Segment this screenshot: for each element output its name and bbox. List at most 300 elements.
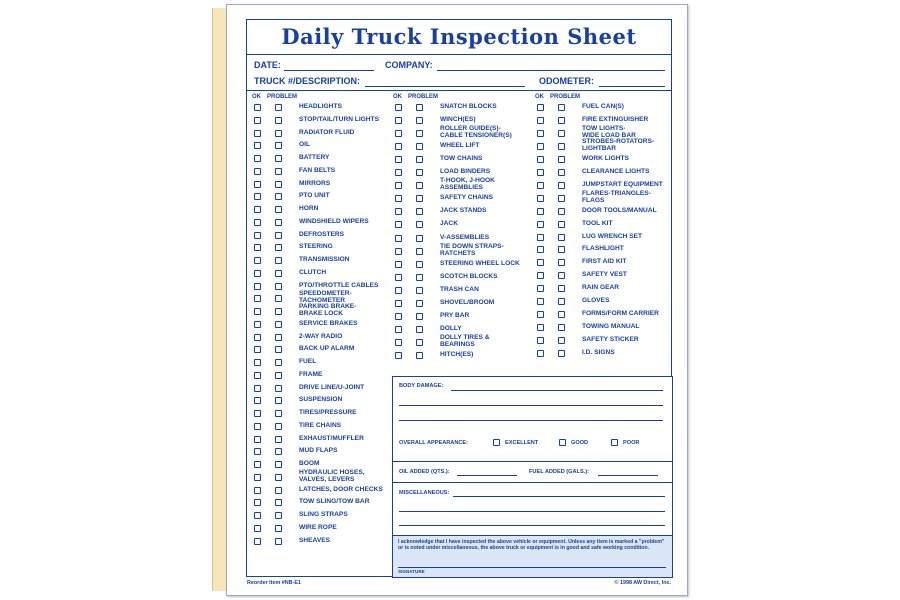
checklist-item-label: HYDRAULIC HOSES, VALVES, LEVERS xyxy=(299,468,365,483)
problem-checkbox[interactable] xyxy=(416,287,423,294)
ok-checkbox[interactable] xyxy=(254,474,261,481)
problem-checkbox[interactable] xyxy=(275,461,282,468)
problem-checkbox[interactable] xyxy=(416,130,423,137)
problem-checkbox[interactable] xyxy=(416,195,423,202)
ok-checkbox[interactable] xyxy=(254,410,261,417)
ok-checkbox[interactable] xyxy=(254,257,261,264)
checklist-item-label: STROBES-ROTATORS- LIGHTBAR xyxy=(582,137,655,152)
poor-label: POOR xyxy=(623,440,640,446)
odometer-field[interactable] xyxy=(599,86,665,87)
problem-checkbox[interactable] xyxy=(275,397,282,404)
checklist-item-label: RADIATOR FLUID xyxy=(299,128,355,136)
ok-checkbox[interactable] xyxy=(254,206,261,213)
ok-checkbox[interactable] xyxy=(254,397,261,404)
ok-checkbox[interactable] xyxy=(537,337,544,344)
checklist-item xyxy=(537,189,672,205)
checklist-item-label: TOOL KIT xyxy=(582,219,613,227)
checklist-item-label: DOLLY xyxy=(440,324,462,332)
checklist-item xyxy=(254,140,389,152)
checklist-item-label: EXHAUST/MUFFLER xyxy=(299,434,364,442)
checklist-item-label: TOWING MANUAL xyxy=(582,323,640,331)
checklist-item-label: SNATCH BLOCKS xyxy=(440,103,497,110)
checklist-item-label: LUG WRENCH SET xyxy=(582,232,643,240)
checklist-item-label: SCOTCH BLOCKS xyxy=(440,272,498,280)
checklist-item xyxy=(395,206,535,218)
checklist-item xyxy=(254,191,389,203)
ok-checkbox[interactable] xyxy=(254,104,261,111)
problem-checkbox[interactable] xyxy=(275,385,282,392)
checklist-item xyxy=(395,193,535,205)
checklist-item-label: TOW LIGHTS- WIDE LOAD BAR xyxy=(582,124,636,139)
ok-checkbox[interactable] xyxy=(254,512,261,519)
checklist-item xyxy=(254,255,389,267)
ok-checkbox[interactable] xyxy=(254,385,261,392)
ok-checkbox[interactable] xyxy=(254,244,261,251)
ok-checkbox[interactable] xyxy=(537,234,544,241)
problem-checkbox[interactable] xyxy=(416,156,423,163)
checklist-item xyxy=(254,468,389,484)
checklist-item-label: DOOR TOOLS/MANUAL xyxy=(582,206,657,214)
signature-line[interactable] xyxy=(398,567,666,568)
ok-checkbox[interactable] xyxy=(395,274,402,281)
ok-checkbox[interactable] xyxy=(537,298,544,305)
problem-checkbox[interactable] xyxy=(558,104,565,111)
problem-checkbox[interactable] xyxy=(275,436,282,443)
ok-checkbox[interactable] xyxy=(254,219,261,226)
ok-checkbox[interactable] xyxy=(254,334,261,341)
ok-checkbox[interactable] xyxy=(254,423,261,430)
ok-checkbox[interactable] xyxy=(254,181,261,188)
problem-checkbox[interactable] xyxy=(416,117,423,124)
ok-checkbox[interactable] xyxy=(537,195,544,202)
checklist-item-label: PTO UNIT xyxy=(299,192,330,200)
date-field[interactable] xyxy=(284,70,374,71)
ok-checkbox[interactable] xyxy=(537,156,544,163)
problem-checkbox[interactable] xyxy=(275,499,282,506)
ok-checkbox[interactable] xyxy=(537,350,544,357)
checklist-item xyxy=(254,153,389,165)
problem-checkbox[interactable] xyxy=(416,182,423,189)
checklist-item xyxy=(395,125,535,140)
ok-checkbox[interactable] xyxy=(537,130,544,137)
checklist-item-label: BOOM xyxy=(299,460,320,467)
checklist-item-label: JACK STANDS xyxy=(440,207,487,215)
problem-checkbox[interactable] xyxy=(275,181,282,188)
checklist-item xyxy=(254,344,389,356)
checklist-item xyxy=(395,285,535,297)
ok-checkbox[interactable] xyxy=(254,448,261,455)
checklist-item xyxy=(395,259,535,271)
ok-checkbox[interactable] xyxy=(254,346,261,353)
ok-checkbox[interactable] xyxy=(254,487,261,494)
ok-checkbox[interactable] xyxy=(537,246,544,253)
checklist-item-label: STOP/TAIL/TURN LIGHTS xyxy=(299,115,379,123)
problem-column-header-ok: OK xyxy=(535,94,544,100)
ok-checkbox[interactable] xyxy=(254,359,261,366)
problem-checkbox[interactable] xyxy=(275,372,282,379)
checklist-item xyxy=(254,242,389,254)
ok-checkbox[interactable] xyxy=(395,352,402,359)
checklist-item-label: SAFETY CHAINS xyxy=(440,194,494,202)
ok-checkbox[interactable] xyxy=(537,272,544,279)
checklist-item-label: 2-WAY RADIO xyxy=(299,332,343,340)
problem-checkbox[interactable] xyxy=(275,423,282,430)
problem-checkbox[interactable] xyxy=(275,295,282,302)
checklist-item xyxy=(537,219,672,231)
problem-checkbox[interactable] xyxy=(416,248,423,255)
problem-checkbox[interactable] xyxy=(416,352,423,359)
checklist-item xyxy=(254,421,389,433)
problem-checkbox[interactable] xyxy=(275,104,282,111)
body-damage-line[interactable] xyxy=(451,390,663,391)
checklist-item-label: FLARES-TRIANGLES- FLAGS xyxy=(582,189,651,204)
checklist-item-label: DOLLY TIRES & BEARINGS xyxy=(440,333,490,348)
ok-checkbox[interactable] xyxy=(395,326,402,333)
problem-checkbox[interactable] xyxy=(275,321,282,328)
ok-column-header: OK xyxy=(393,94,402,100)
ok-checkbox[interactable] xyxy=(254,372,261,379)
checklist-item xyxy=(254,523,389,535)
ok-checkbox[interactable] xyxy=(254,142,261,149)
checklist-item-label: LATCHES, DOOR CHECKS xyxy=(299,485,383,493)
problem-checkbox[interactable] xyxy=(558,169,565,176)
checklist-item-label: SUSPENSION xyxy=(299,396,343,404)
ok-checkbox[interactable] xyxy=(395,117,402,124)
checklist-item-label: DRIVE LINE/U-JOINT xyxy=(299,383,365,391)
problem-checkbox[interactable] xyxy=(558,350,565,357)
fuel-added-field[interactable] xyxy=(598,475,658,476)
ok-checkbox[interactable] xyxy=(254,193,261,200)
checklist-item xyxy=(537,283,672,295)
checklist-item xyxy=(254,102,389,114)
good-checkbox[interactable] xyxy=(559,439,566,446)
checklist-item xyxy=(395,141,535,153)
checklist-item-label: DEFROSTERS xyxy=(299,230,345,238)
checklist-item xyxy=(395,219,535,231)
reorder-item: Reorder Item #NB-E1 xyxy=(247,580,301,586)
ok-checkbox[interactable] xyxy=(537,221,544,228)
checklist-item-label: PTO/THROTTLE CABLES xyxy=(299,281,379,289)
problem-checkbox[interactable] xyxy=(558,143,565,150)
problem-checkbox[interactable] xyxy=(416,313,423,320)
ok-checkbox[interactable] xyxy=(395,313,402,320)
checklist-item-label: FAN BELTS xyxy=(299,166,336,174)
checklist-item-label: OIL xyxy=(299,141,310,149)
ok-checkbox[interactable] xyxy=(395,248,402,255)
problem-checkbox[interactable] xyxy=(275,334,282,341)
excellent-label: EXCELLENT xyxy=(505,440,539,446)
checklist-item-label: ROLLER GUIDE(S)- CABLE TENSIONER(S) xyxy=(440,125,512,140)
problem-checkbox[interactable] xyxy=(416,104,423,111)
problem-checkbox[interactable] xyxy=(416,326,423,333)
checklist-item-label: JUMPSTART EQUIPMENT xyxy=(582,180,663,188)
problem-checkbox[interactable] xyxy=(416,208,423,215)
checklist-item-label: SAFETY VEST xyxy=(582,271,627,279)
problem-column-header: PROBLEM xyxy=(550,94,580,100)
checklist-item xyxy=(254,395,389,407)
problem-checkbox[interactable] xyxy=(558,259,565,266)
checklist-item-label: STEERING WHEEL LOCK xyxy=(440,259,520,267)
checklist-item-label: MUD FLAPS xyxy=(299,447,338,455)
problem-checkbox[interactable] xyxy=(275,219,282,226)
problem-checkbox[interactable] xyxy=(275,487,282,494)
ok-checkbox[interactable] xyxy=(537,104,544,111)
problem-column-header: PROBLEM xyxy=(267,94,297,100)
problem-checkbox[interactable] xyxy=(275,359,282,366)
checklist-item-label: TIE DOWN STRAPS- RATCHETS xyxy=(440,242,504,257)
problem-checkbox[interactable] xyxy=(558,246,565,253)
ok-checkbox[interactable] xyxy=(254,270,261,277)
oil-added-label: OIL ADDED (QTS.): xyxy=(399,469,450,475)
ok-checkbox[interactable] xyxy=(254,283,261,290)
problem-checkbox[interactable] xyxy=(558,311,565,318)
problem-checkbox[interactable] xyxy=(416,143,423,150)
problem-checkbox[interactable] xyxy=(558,234,565,241)
checklist-item xyxy=(537,232,672,244)
checklist-item-label: SHOVEL/BROOM xyxy=(440,298,495,306)
checklist-item-label: JACK xyxy=(440,220,458,228)
problem-checkbox[interactable] xyxy=(558,221,565,228)
signature-label: SIGNATURE xyxy=(398,569,425,574)
problem-checkbox[interactable] xyxy=(558,285,565,292)
ok-checkbox[interactable] xyxy=(254,130,261,137)
checklist-item-label: TRANSMISSION xyxy=(299,256,350,263)
body-damage-label: BODY DAMAGE: xyxy=(399,383,444,389)
problem-checkbox[interactable] xyxy=(416,235,423,242)
problem-checkbox[interactable] xyxy=(275,130,282,137)
problem-checkbox[interactable] xyxy=(275,525,282,532)
problem-checkbox[interactable] xyxy=(558,117,565,124)
ok-checkbox[interactable] xyxy=(254,155,261,162)
ok-checkbox[interactable] xyxy=(395,300,402,307)
ok-checkbox[interactable] xyxy=(537,311,544,318)
checklist-item-label: WORK LIGHTS xyxy=(582,154,629,162)
problem-checkbox[interactable] xyxy=(416,221,423,228)
ok-checkbox[interactable] xyxy=(254,499,261,506)
problem-checkbox[interactable] xyxy=(558,156,565,163)
checklist-item xyxy=(395,350,535,362)
ok-checkbox[interactable] xyxy=(254,461,261,468)
problem-checkbox[interactable] xyxy=(275,270,282,277)
checklist-item xyxy=(254,536,389,548)
ok-checkbox[interactable] xyxy=(395,339,402,346)
ok-checkbox[interactable] xyxy=(395,182,402,189)
problem-checkbox[interactable] xyxy=(275,346,282,353)
good-label: GOOD xyxy=(571,440,589,446)
problem-checkbox[interactable] xyxy=(275,448,282,455)
checklist-item-label: FRAME xyxy=(299,370,323,378)
problem-checkbox[interactable] xyxy=(558,208,565,215)
problem-checkbox[interactable] xyxy=(416,169,423,176)
checklist-item-label: TIRE CHAINS xyxy=(299,421,342,429)
problem-checkbox[interactable] xyxy=(275,232,282,239)
checklist-item-label: HORN xyxy=(299,205,319,212)
company-label: COMPANY: xyxy=(385,60,433,70)
ok-checkbox[interactable] xyxy=(254,308,261,315)
miscellaneous-line[interactable] xyxy=(399,511,665,512)
ok-checkbox[interactable] xyxy=(537,285,544,292)
checklist-item-label: WIRE ROPE xyxy=(299,523,337,531)
ok-checkbox[interactable] xyxy=(395,208,402,215)
problem-checkbox[interactable] xyxy=(275,283,282,290)
problem-checkbox[interactable] xyxy=(416,261,423,268)
checklist-item xyxy=(537,322,672,334)
problem-checkbox[interactable] xyxy=(275,410,282,417)
problem-checkbox[interactable] xyxy=(416,300,423,307)
acknowledgement-text: I acknowledge that I have inspected the above vehicle or equipment. Unless any item is marked a "problem" or is noted under miscellaneous, the above truck or equipment is in good and safe working condition. xyxy=(398,539,665,551)
ok-checkbox[interactable] xyxy=(395,287,402,294)
ok-checkbox[interactable] xyxy=(395,195,402,202)
problem-checkbox[interactable] xyxy=(558,272,565,279)
checklist-item xyxy=(395,242,535,258)
ok-checkbox[interactable] xyxy=(537,182,544,189)
checklist-item xyxy=(254,204,389,216)
checklist-item-label: TOW SLING/TOW BAR xyxy=(299,498,370,506)
overall-appearance-label: OVERALL APPEARANCE: xyxy=(399,440,468,446)
truck-description-field[interactable] xyxy=(365,86,525,87)
checklist-item-label: TRASH CAN xyxy=(440,285,479,293)
checklist-item-label: PRY BAR xyxy=(440,311,470,319)
checklist-item-label: CLEARANCE LIGHTS xyxy=(582,167,650,175)
problem-checkbox[interactable] xyxy=(558,195,565,202)
checklist-item xyxy=(254,115,389,127)
checklist-item xyxy=(254,485,389,497)
body-damage-line[interactable] xyxy=(399,405,663,406)
problem-checkbox[interactable] xyxy=(275,244,282,251)
checklist-item-label: BACK UP ALARM xyxy=(299,345,355,353)
problem-checkbox[interactable] xyxy=(275,257,282,264)
checklist-item-label: HITCH(ES) xyxy=(440,350,474,358)
ok-checkbox[interactable] xyxy=(254,321,261,328)
ok-checkbox[interactable] xyxy=(537,143,544,150)
ok-checkbox[interactable] xyxy=(537,169,544,176)
problem-checkbox[interactable] xyxy=(275,538,282,545)
ok-checkbox[interactable] xyxy=(537,259,544,266)
copyright: © 1998 AW Direct, Inc. xyxy=(614,580,671,586)
fluids-added-section xyxy=(392,461,673,483)
checklist-item-label: CLUTCH xyxy=(299,268,327,276)
problem-checkbox[interactable] xyxy=(558,298,565,305)
checklist-item xyxy=(537,102,672,114)
checklist-item xyxy=(395,177,535,192)
checklist-item xyxy=(537,257,672,269)
problem-checkbox[interactable] xyxy=(416,274,423,281)
checklist-item xyxy=(395,154,535,166)
problem-checkbox[interactable] xyxy=(558,130,565,137)
miscellaneous-line[interactable] xyxy=(453,496,665,497)
checklist-item xyxy=(395,333,535,349)
ok-checkbox[interactable] xyxy=(537,324,544,331)
page-title: Daily Truck Inspection Sheet xyxy=(281,24,637,49)
checklist-item-label: FLASHLIGHT xyxy=(582,245,624,253)
problem-checkbox[interactable] xyxy=(275,474,282,481)
checklist-item xyxy=(537,335,672,347)
ok-checkbox[interactable] xyxy=(254,117,261,124)
ok-checkbox[interactable] xyxy=(395,104,402,111)
checklist-item xyxy=(254,230,389,242)
checklist-item-label: LOAD BINDERS xyxy=(440,168,491,176)
title-divider xyxy=(247,54,671,55)
checklist-item-label: FIRST AID KIT xyxy=(582,258,627,266)
checklist-item-label: RAIN GEAR xyxy=(582,284,619,292)
checklist-item xyxy=(254,319,389,331)
checklist-item-label: TIRES/PRESSURE xyxy=(299,409,357,416)
ok-checkbox[interactable] xyxy=(254,436,261,443)
checklist-item-label: SHEAVES xyxy=(299,536,331,544)
miscellaneous-line[interactable] xyxy=(399,525,665,526)
checklist-item-label: WINDSHIELD WIPERS xyxy=(299,217,369,225)
miscellaneous-label: MISCELLANEOUS: xyxy=(399,490,450,496)
checklist-item xyxy=(254,446,389,458)
ok-checkbox[interactable] xyxy=(395,169,402,176)
checklist-item xyxy=(254,179,389,191)
ok-checkbox[interactable] xyxy=(254,538,261,545)
checklist-item-label: SERVICE BRAKES xyxy=(299,319,358,327)
date-label: DATE: xyxy=(254,60,281,70)
ok-checkbox[interactable] xyxy=(254,168,261,175)
problem-checkbox[interactable] xyxy=(275,193,282,200)
ok-checkbox[interactable] xyxy=(254,295,261,302)
ok-checkbox[interactable] xyxy=(395,156,402,163)
problem-column-header: PROBLEM xyxy=(408,94,438,100)
problem-checkbox[interactable] xyxy=(416,339,423,346)
ok-checkbox[interactable] xyxy=(395,143,402,150)
ok-checkbox[interactable] xyxy=(395,130,402,137)
checklist-item xyxy=(537,206,672,218)
checklist-item-label: PARKING BRAKE- BRAKE LOCK xyxy=(299,303,357,317)
ok-checkbox[interactable] xyxy=(395,221,402,228)
problem-checkbox[interactable] xyxy=(275,155,282,162)
ok-checkbox[interactable] xyxy=(395,261,402,268)
problem-checkbox[interactable] xyxy=(275,308,282,315)
ok-checkbox[interactable] xyxy=(537,117,544,124)
checklist-item xyxy=(254,510,389,522)
problem-checkbox[interactable] xyxy=(275,117,282,124)
problem-checkbox[interactable] xyxy=(275,512,282,519)
truck-description-label: TRUCK #/DESCRIPTION: xyxy=(254,76,361,86)
poor-checkbox[interactable] xyxy=(611,439,618,446)
checklist-item xyxy=(254,332,389,344)
checklist-item-label: TOW CHAINS xyxy=(440,155,483,163)
checklist-item xyxy=(395,102,535,114)
excellent-checkbox[interactable] xyxy=(493,439,500,446)
body-damage-line[interactable] xyxy=(399,420,663,421)
ok-checkbox[interactable] xyxy=(254,525,261,532)
problem-checkbox[interactable] xyxy=(558,182,565,189)
problem-checkbox[interactable] xyxy=(275,168,282,175)
ok-checkbox[interactable] xyxy=(537,208,544,215)
checklist-item xyxy=(537,309,672,321)
checklist-item xyxy=(537,348,672,360)
oil-added-field[interactable] xyxy=(457,475,517,476)
problem-checkbox[interactable] xyxy=(558,337,565,344)
checklist-item xyxy=(254,268,389,280)
company-field[interactable] xyxy=(437,70,665,71)
checklist-item-label: MIRRORS xyxy=(299,179,331,187)
problem-checkbox[interactable] xyxy=(275,206,282,213)
ok-checkbox[interactable] xyxy=(254,232,261,239)
inspection-sheet xyxy=(226,4,688,596)
checklist-item xyxy=(254,357,389,369)
checklist-item xyxy=(395,272,535,284)
inspection-form xyxy=(246,19,672,577)
checklist-item xyxy=(254,497,389,509)
checklist-item xyxy=(254,434,389,446)
ok-checkbox[interactable] xyxy=(395,235,402,242)
checklist-item-label: T-HOOK, J-HOOK ASSEMBLIES xyxy=(440,177,495,192)
problem-checkbox[interactable] xyxy=(275,142,282,149)
problem-checkbox[interactable] xyxy=(558,324,565,331)
